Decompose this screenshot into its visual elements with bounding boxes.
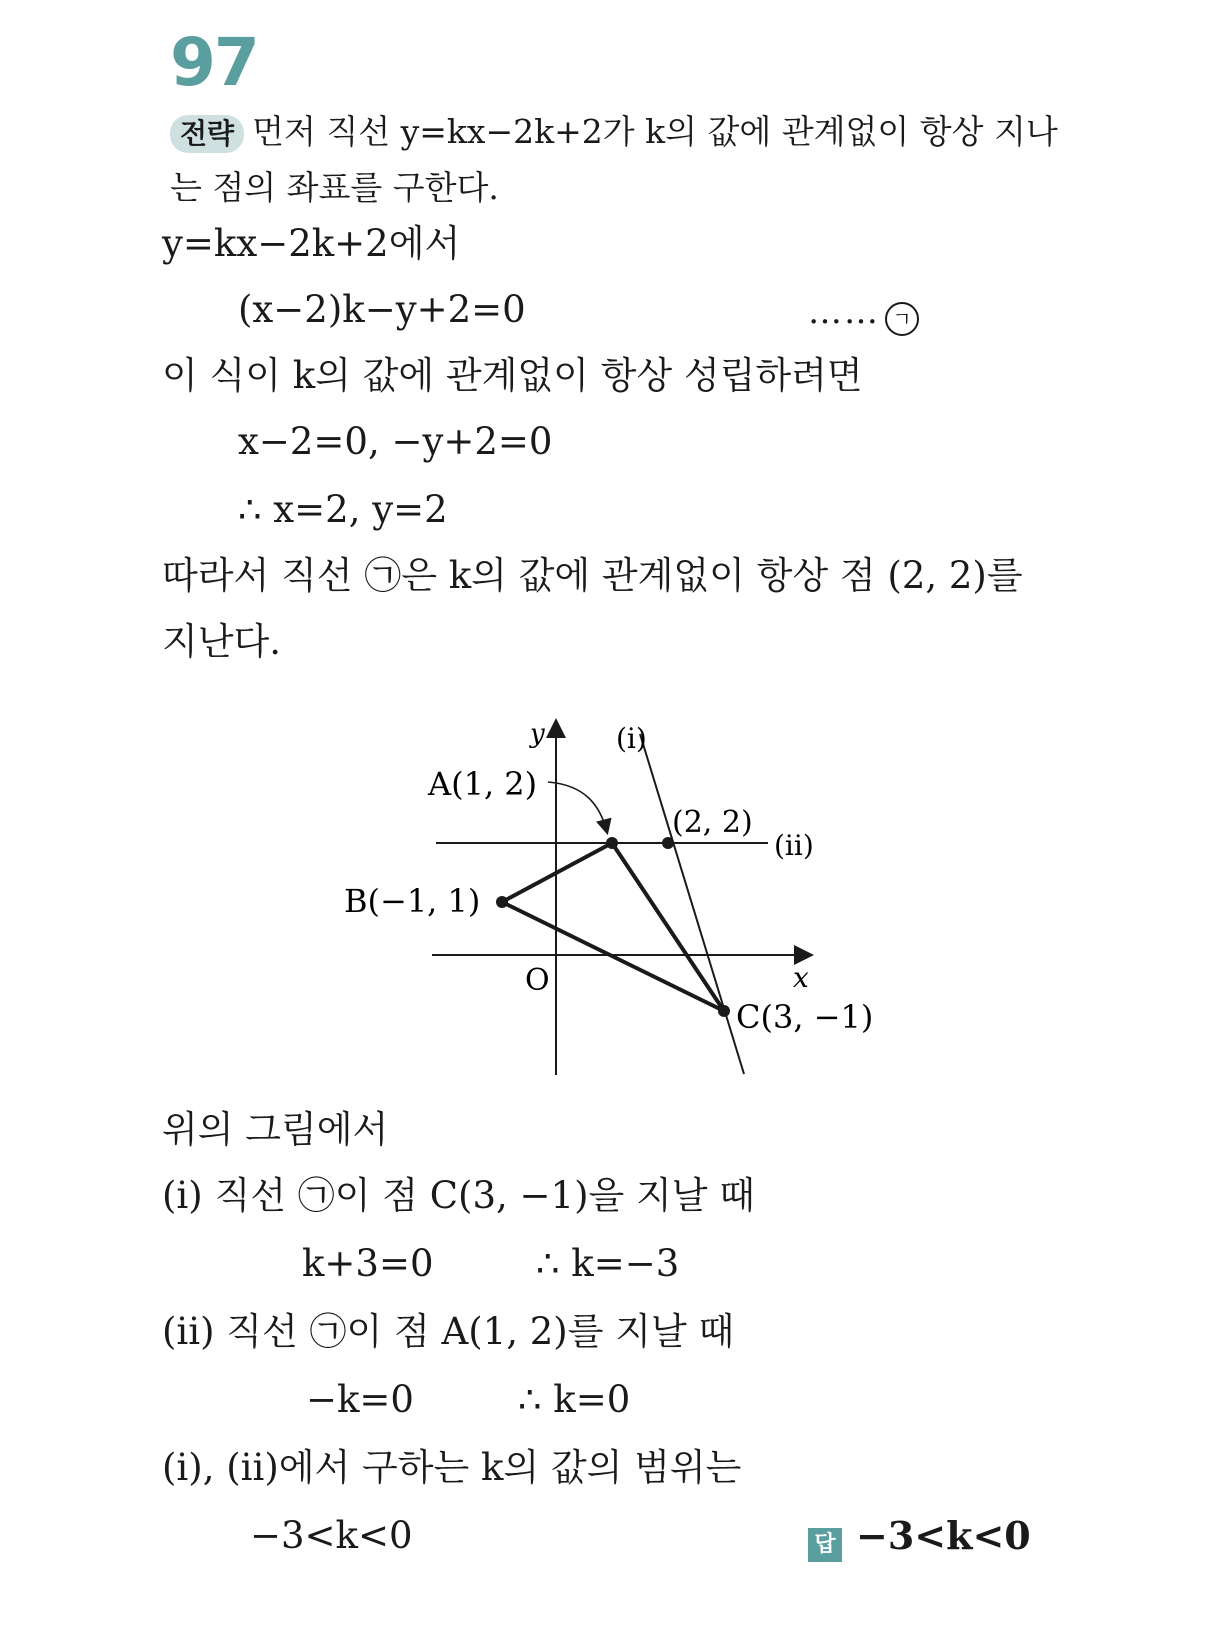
answer-value: −3<k<0 <box>856 1513 1031 1558</box>
step-7: 지난다. <box>162 620 281 663</box>
answer <box>808 1514 1031 1566</box>
point-b-label: B(−1, 1) <box>344 882 481 920</box>
case-ii-eq: −k=0 <box>306 1378 414 1421</box>
point-a <box>606 837 618 849</box>
case-ii-result: ∴ k=0 <box>518 1378 631 1421</box>
point-c <box>718 1005 730 1017</box>
case-i-result: ∴ k=−3 <box>536 1242 680 1285</box>
line-i <box>640 734 744 1074</box>
point-c-label: C(3, −1) <box>736 998 874 1036</box>
strategy-line-2: 는 점의 좌표를 구한다. <box>170 168 499 207</box>
range-intro: (i), (ii)에서 구하는 k의 값의 범위는 <box>162 1446 742 1489</box>
problem-number: 97 <box>170 24 258 101</box>
case-ii: (ii) 직선 ㉠이 점 A(1, 2)를 지날 때 <box>162 1310 735 1353</box>
step-2: (x−2)k−y+2=0 <box>238 288 526 331</box>
step-4: x−2=0, −y+2=0 <box>238 420 553 463</box>
answer-badge: 답 <box>808 1528 842 1562</box>
case-i: (i) 직선 ㉠이 점 C(3, −1)을 지날 때 <box>162 1174 755 1217</box>
step-1: y=kx−2k+2에서 <box>162 222 461 265</box>
origin-label: O <box>525 963 550 998</box>
strategy-badge: 전략 <box>170 115 244 153</box>
fixed-point-label: (2, 2) <box>672 805 753 840</box>
case-i-eq: k+3=0 <box>302 1242 434 1285</box>
y-axis-label: y <box>530 719 545 749</box>
line-ii-label: (ii) <box>774 829 814 862</box>
marker-dots: …… <box>808 292 880 332</box>
step-5: ∴ x=2, y=2 <box>238 488 448 531</box>
x-axis-label: x <box>793 961 809 994</box>
line-i-label: (i) <box>616 722 647 755</box>
point-a-label: A(1, 2) <box>428 765 538 803</box>
range-result: −3<k<0 <box>250 1514 413 1557</box>
circled-giyeok-icon: ㄱ <box>885 302 919 336</box>
conclusion-intro: 위의 그림에서 <box>162 1108 389 1151</box>
point-b <box>496 896 508 908</box>
step-3: 이 식이 k의 값에 관계없이 항상 성립하려면 <box>162 354 863 397</box>
step-6: 따라서 직선 ㉠은 k의 값에 관계없이 항상 점 (2, 2)를 <box>162 554 1023 597</box>
strategy-text-1: 먼저 직선 y=kx−2k+2가 k의 값에 관계없이 항상 지나 <box>252 112 1058 151</box>
